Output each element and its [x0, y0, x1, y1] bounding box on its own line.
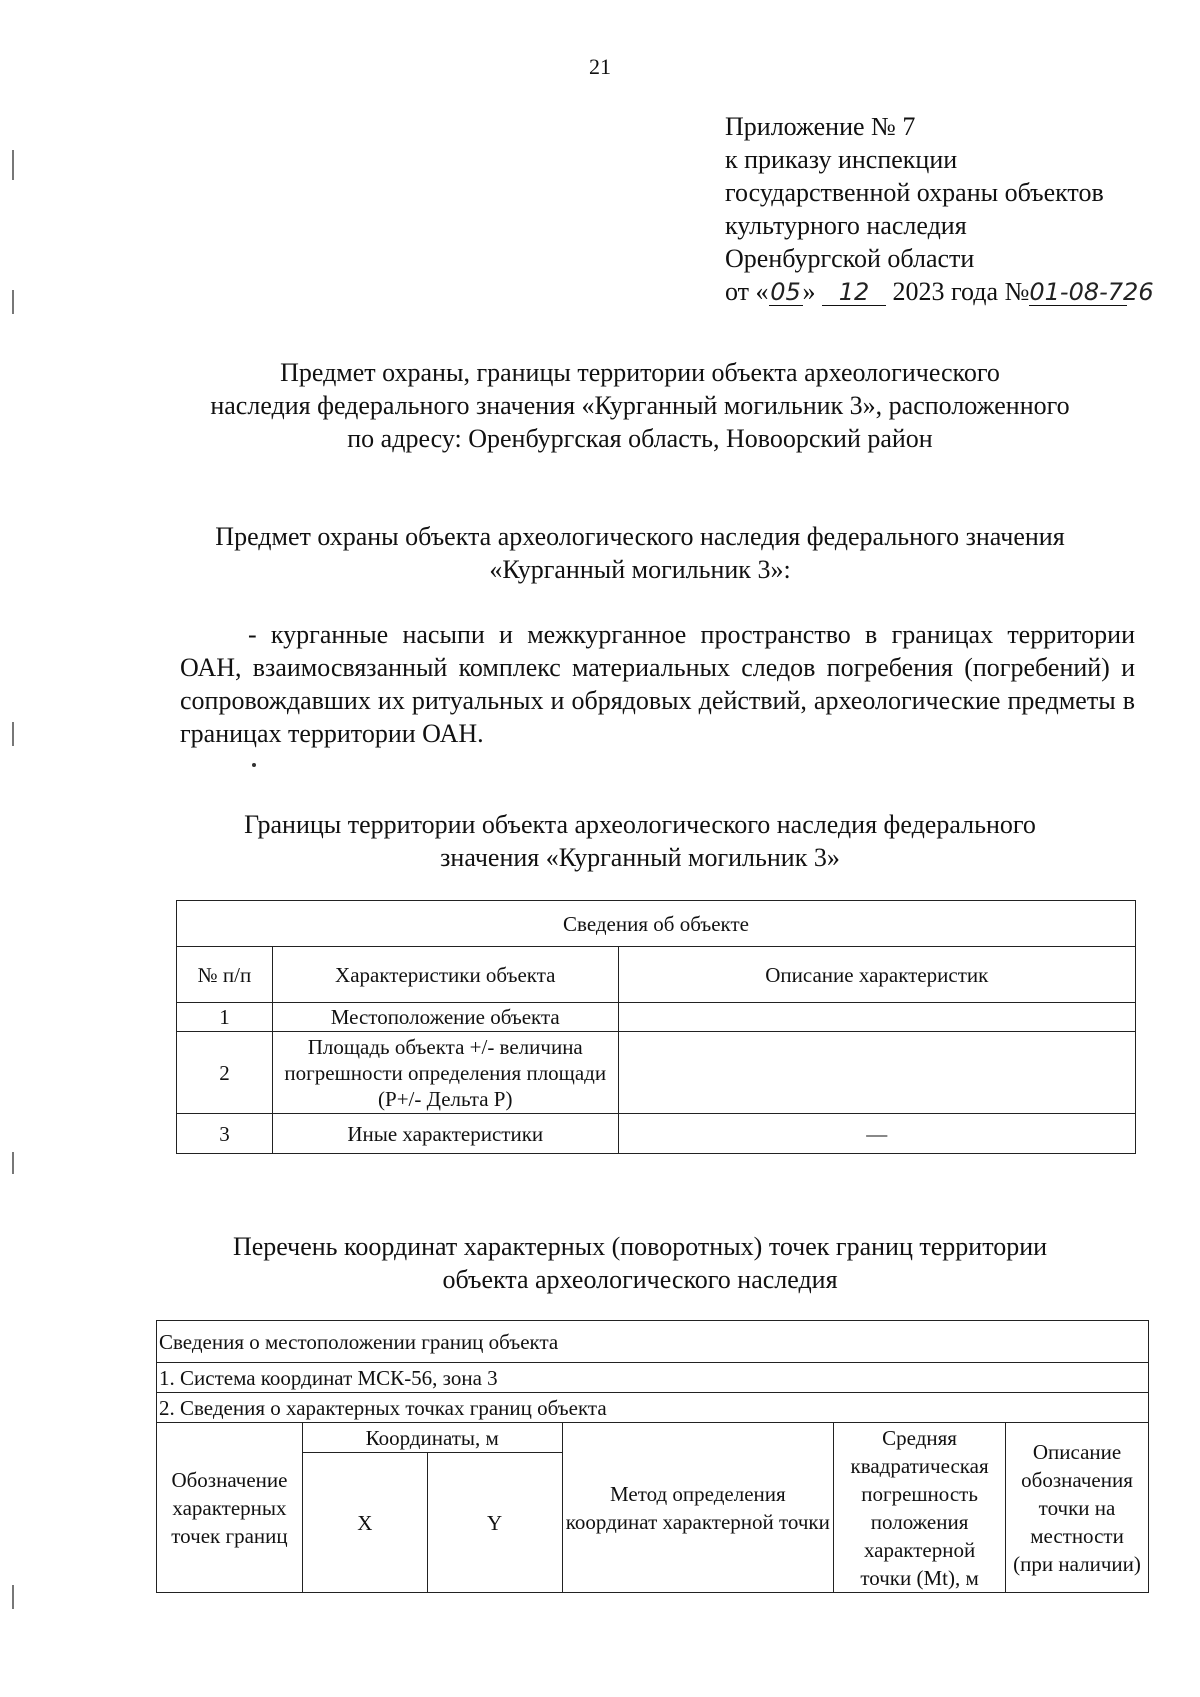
row-num: 3 [177, 1114, 273, 1154]
appendix-line: государственной охраны объектов [725, 178, 1104, 207]
header-characteristics: Характеристики объекта [272, 947, 618, 1003]
stray-dot [252, 763, 256, 767]
header-designation: Обозначение характерных точек границ [157, 1423, 303, 1593]
row-name: Площадь объекта +/- величина погрешности определения площади (Р+/- Дельта Р) [272, 1032, 618, 1114]
header-description: Описание характеристик [618, 947, 1135, 1003]
page-number: 21 [589, 54, 611, 79]
appendix-line: Оренбургской области [725, 244, 975, 273]
appendix-line: к приказу инспекции [725, 145, 958, 174]
date-month: 12 [822, 279, 886, 306]
heading-line: Границы территории объекта археологического наследия федерального [244, 810, 1036, 839]
heading-line: Перечень координат характерных (поворотных) точек границ территории [232, 1232, 1048, 1261]
header-num: № п/п [177, 947, 273, 1003]
title-line: наследия федерального значения «Курганный могильник 3», расположенного [210, 391, 1070, 420]
header-coordinates: Координаты, м [302, 1423, 562, 1453]
coordinates-table [156, 1320, 1149, 1593]
document-title [160, 356, 1120, 455]
table-row [177, 1003, 1136, 1032]
title-line: по адресу: Оренбургская область, Новоорский район [347, 424, 933, 453]
location-info-row: Сведения о местоположении границ объекта [157, 1321, 1149, 1363]
scan-mark [12, 722, 14, 746]
table-caption: Сведения об объекте [177, 901, 1136, 947]
object-info-table [176, 900, 1136, 1154]
scan-mark [12, 1585, 14, 1609]
heading-line: «Курганный могильник 3»: [489, 555, 791, 584]
boundaries-heading [160, 808, 1120, 874]
header-x: X [302, 1453, 427, 1593]
scan-mark [12, 150, 14, 180]
coordinates-heading [160, 1230, 1120, 1296]
title-line: Предмет охраны, границы территории объекта археологического [280, 358, 1000, 387]
date-day: 05 [770, 278, 801, 306]
header-description: Описание обозначения точки на местности (при наличии) [1006, 1423, 1149, 1593]
row-desc [618, 1003, 1135, 1032]
date-year: 2023 года № [892, 277, 1030, 306]
coordinate-system-row: 1. Система координат МСК-56, зона 3 [157, 1363, 1149, 1393]
header-method: Метод определения координат характерной точки [562, 1423, 834, 1593]
row-num: 1 [177, 1003, 273, 1032]
protection-subject-heading [160, 520, 1120, 586]
heading-line: Предмет охраны объекта археологического наследия федерального значения [215, 522, 1065, 551]
protection-subject-text [180, 618, 1135, 750]
header-y: Y [427, 1453, 562, 1593]
row-name: Местоположение объекта [272, 1003, 618, 1032]
scan-mark [12, 1152, 14, 1174]
appendix-line: культурного наследия [725, 211, 967, 240]
table-row [177, 1114, 1136, 1154]
scan-mark [12, 290, 14, 314]
heading-line: объекта археологического наследия [442, 1265, 838, 1294]
date-prefix: от « [725, 277, 769, 306]
appendix-date-line [725, 275, 1154, 308]
points-info-row: 2. Сведения о характерных точках границ объекта [157, 1393, 1149, 1423]
row-num: 2 [177, 1032, 273, 1114]
appendix-block [725, 110, 1154, 308]
date-mid: » [802, 277, 816, 306]
order-number: 01-08-726 [1029, 278, 1154, 306]
paragraph: - курганные насыпи и межкурганное пространство в границах территории ОАН, взаимосвязанный комплекс материальных следов погребения (погребений) и сопровождавших их ритуальных и обрядовых действий, археологические предметы в границах территории ОАН. [180, 620, 1135, 748]
header-error: Средняя квадратическая погрешность положения характерной точки (Mt), м [834, 1423, 1006, 1593]
row-desc [618, 1032, 1135, 1114]
row-desc: — [618, 1114, 1135, 1154]
row-name: Иные характеристики [272, 1114, 618, 1154]
table-row [177, 1032, 1136, 1114]
appendix-line: Приложение № 7 [725, 112, 916, 141]
heading-line: значения «Курганный могильник 3» [440, 843, 840, 872]
